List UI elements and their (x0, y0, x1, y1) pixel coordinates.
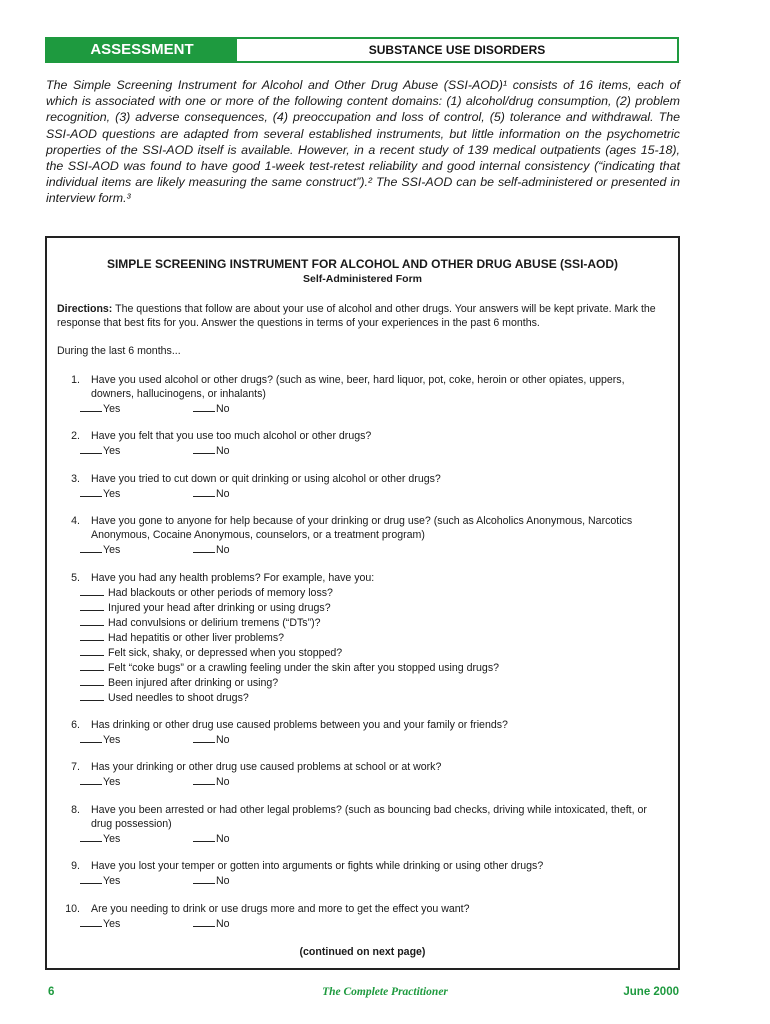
answer-no-label: No (216, 487, 230, 500)
question-text: Have you been arrested or had other legal problems? (such as bouncing bad checks, driving while intoxicated, theft, or drug possession) (91, 803, 647, 830)
question-text: Has drinking or other drug use caused problems between you and your family or friends? (91, 718, 508, 731)
health-problem-text: Injured your head after drinking or using drugs? (108, 601, 331, 614)
answer-blank[interactable] (80, 585, 104, 596)
health-problem-item (80, 690, 657, 705)
question-number: 7. (71, 761, 80, 774)
health-problem-text: Had convulsions or delirium tremens (“DTs”)? (108, 616, 321, 629)
question-list (57, 373, 657, 944)
answer-blank[interactable] (193, 401, 215, 412)
answer-yes[interactable] (80, 916, 193, 931)
answer-no[interactable] (193, 831, 306, 846)
issue-date: June 2000 (623, 986, 679, 998)
question-number: 6. (71, 718, 80, 731)
health-problem-list (57, 585, 657, 705)
answer-no[interactable] (193, 732, 306, 747)
answer-blank[interactable] (80, 660, 104, 671)
answer-blank[interactable] (80, 690, 104, 701)
answer-no[interactable] (193, 542, 306, 557)
question-text: Have you used alcohol or other drugs? (such as wine, beer, hard liquor, pot, coke, heroin or other opiates, uppers, downers, hallucinogens, or inhalants) (91, 374, 625, 400)
question-number: 4. (71, 515, 80, 528)
screening-form (45, 236, 680, 970)
answer-blank[interactable] (193, 916, 215, 927)
answer-no[interactable] (193, 873, 306, 888)
question-text: Has your drinking or other drug use caused problems at school or at work? (91, 761, 442, 774)
answer-options (57, 486, 657, 501)
question-text: Are you needing to drink or use drugs more and more to get the effect you want? (91, 902, 470, 915)
answer-yes-label: Yes (103, 776, 121, 789)
answer-yes-label: Yes (103, 445, 121, 458)
answer-yes[interactable] (80, 542, 193, 557)
answer-yes[interactable] (80, 443, 193, 458)
answer-blank[interactable] (80, 732, 102, 743)
health-problem-item (80, 585, 657, 600)
answer-options (57, 401, 657, 416)
question-text: Have you tried to cut down or quit drinking or using alcohol or other drugs? (91, 472, 441, 485)
answer-no[interactable] (193, 486, 306, 501)
answer-blank[interactable] (80, 615, 104, 626)
answer-options (57, 774, 657, 789)
answer-blank[interactable] (80, 675, 104, 686)
health-problem-item (80, 675, 657, 690)
answer-no-label: No (216, 733, 230, 746)
question-item (57, 429, 657, 458)
health-problem-text: Had hepatitis or other liver problems? (108, 631, 285, 644)
question-item (57, 472, 657, 501)
answer-blank[interactable] (193, 831, 215, 842)
answer-blank[interactable] (80, 486, 102, 497)
section-label: ASSESSMENT (47, 39, 237, 61)
answer-blank[interactable] (193, 542, 215, 553)
page-number: 6 (48, 986, 55, 998)
question-number: 10. (65, 902, 80, 915)
answer-options (57, 732, 657, 747)
directions (57, 302, 657, 330)
answer-yes-label: Yes (103, 832, 121, 845)
answer-options (57, 443, 657, 458)
question-item (57, 718, 657, 747)
answer-blank[interactable] (80, 873, 102, 884)
answer-blank[interactable] (193, 873, 215, 884)
question-text: Have you felt that you use too much alcohol or other drugs? (91, 430, 372, 443)
health-problem-text: Felt sick, shaky, or depressed when you stopped? (108, 646, 343, 659)
health-problem-item (80, 630, 657, 645)
journal-title: The Complete Practitioner (322, 986, 448, 998)
answer-blank[interactable] (80, 443, 102, 454)
answer-no-label: No (216, 403, 230, 415)
question-number: 1. (71, 374, 80, 386)
health-problem-item (80, 600, 657, 615)
health-problem-text: Felt “coke bugs” or a crawling feeling under the skin after you stopped using drugs? (108, 661, 500, 674)
directions-text: The questions that follow are about your use of alcohol and other drugs. Your answers will be kept private. Mark the response that best fits for you. Answer the questions in terms of your experiences in the past 6 months. (57, 303, 656, 329)
question-number: 3. (71, 472, 80, 485)
question-item (57, 373, 657, 416)
answer-yes[interactable] (80, 774, 193, 789)
answer-yes-label: Yes (103, 733, 121, 746)
continued-note: (continued on next page) (299, 946, 426, 958)
directions-label: Directions: (57, 303, 113, 315)
question-item (57, 760, 657, 789)
health-problem-item (80, 615, 657, 630)
health-problem-text: Been injured after drinking or using? (108, 676, 279, 689)
form-title: SIMPLE SCREENING INSTRUMENT FOR ALCOHOL AND OTHER DRUG ABUSE (SSI-AOD) (106, 257, 619, 271)
answer-no-label: No (216, 875, 230, 888)
answer-yes[interactable] (80, 732, 193, 747)
form-subtitle: Self-Administered Form (302, 273, 423, 285)
answer-blank[interactable] (80, 916, 102, 927)
answer-no-label: No (216, 776, 230, 789)
answer-blank[interactable] (193, 732, 215, 743)
intro-paragraph: The Simple Screening Instrument for Alcohol and Other Drug Abuse (SSI-AOD)¹ consists of 16 items, each of which is associated with one or more of the following content domains: (1) alcohol/drug consumption, (2) problem recognition, (3) adverse consequences, (4) preoccupation and loss of control, (5) tolerance and withdrawal. The SSI-AOD questions are adapted from several established instruments, but little information on the psychometric properties of the SSI-AOD itself is available. However, in a recent study of 139 medical outpatients (ages 15-18), the SSI-AOD was found to have good 1-week test-retest reliability and good internal consistency (“indicating that individual items are likely measuring the same construct”).² The SSI-AOD can be self-administered or presented in interview form.³ (46, 78, 680, 206)
question-number: 2. (71, 430, 80, 443)
health-problem-item (80, 645, 657, 660)
answer-yes[interactable] (80, 486, 193, 501)
question-text: Have you lost your temper or gotten into arguments or fights while drinking or using other drugs? (91, 860, 544, 873)
answer-options (57, 916, 657, 931)
answer-blank[interactable] (80, 831, 102, 842)
answer-yes-label: Yes (103, 544, 121, 557)
answer-blank[interactable] (193, 443, 215, 454)
answer-yes-label: Yes (103, 403, 121, 415)
question-item (57, 514, 657, 557)
period-label: During the last 6 months... (57, 345, 181, 357)
answer-yes[interactable] (80, 873, 193, 888)
answer-no[interactable] (193, 443, 306, 458)
answer-blank[interactable] (80, 542, 102, 553)
question-number: 9. (71, 860, 80, 873)
answer-blank[interactable] (80, 630, 104, 641)
question-text: Have you gone to anyone for help because of your drinking or drug use? (such as Alcoholics Anonymous, Narcotics Anonymous, Cocaine Anonymous, counselors, or a treatment program) (91, 515, 633, 542)
answer-no-label: No (216, 445, 230, 458)
answer-options (57, 873, 657, 888)
answer-blank[interactable] (80, 600, 104, 611)
question-number: 5. (71, 571, 80, 584)
health-problem-item (80, 660, 657, 675)
answer-yes-label: Yes (103, 875, 121, 888)
question-item (57, 902, 657, 931)
answer-options (57, 542, 657, 557)
health-problem-text: Had blackouts or other periods of memory loss? (108, 586, 333, 599)
answer-yes[interactable] (80, 401, 193, 416)
answer-blank[interactable] (80, 401, 102, 412)
answer-no-label: No (216, 832, 230, 845)
health-problem-text: Used needles to shoot drugs? (108, 691, 249, 704)
answer-no-label: No (216, 917, 230, 930)
answer-blank[interactable] (80, 645, 104, 656)
answer-yes[interactable] (80, 831, 193, 846)
question-text: Have you had any health problems? For example, have you: (91, 571, 375, 584)
answer-options (57, 831, 657, 846)
section-header (45, 37, 679, 63)
answer-no[interactable] (193, 916, 306, 931)
question-number: 8. (71, 803, 80, 816)
answer-no[interactable] (193, 774, 306, 789)
question-item (57, 859, 657, 888)
answer-yes-label: Yes (103, 917, 121, 930)
answer-blank[interactable] (193, 774, 215, 785)
question-item (57, 803, 657, 846)
answer-blank[interactable] (193, 486, 215, 497)
answer-yes-label: Yes (103, 487, 121, 500)
answer-blank[interactable] (80, 774, 102, 785)
topic-label: SUBSTANCE USE DISORDERS (368, 43, 546, 57)
question-item (57, 571, 657, 705)
answer-no-label: No (216, 544, 230, 557)
answer-no[interactable] (193, 401, 306, 416)
